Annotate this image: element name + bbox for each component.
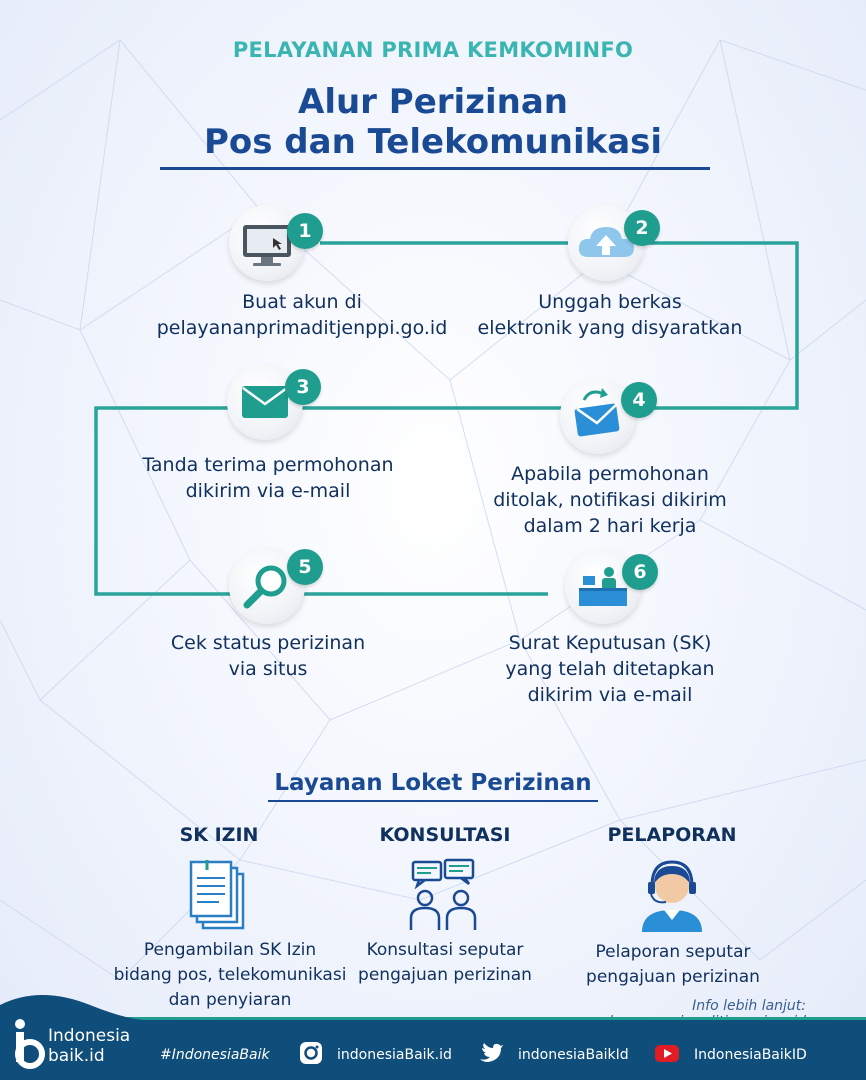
brand-line2: baik.id xyxy=(48,1046,105,1066)
loket-pelaporan-line1: Pelaporan seputar xyxy=(595,942,751,962)
step-4-text xyxy=(450,461,770,539)
footer-instagram-handle[interactable]: indonesiaBaik.id xyxy=(337,1047,452,1063)
step-4-line2: ditolak, notifikasi dikirim xyxy=(493,489,727,511)
step-4-number: 4 xyxy=(621,382,657,418)
step-1-line2: pelayananprimaditjenppi.go.id xyxy=(156,317,448,339)
loket-sk-izin-line1: Pengambilan SK Izin xyxy=(143,940,317,960)
step-6-line3: dikirim via e-mail xyxy=(527,684,693,706)
step-5-number: 5 xyxy=(287,549,323,585)
consultation-icon xyxy=(403,856,483,936)
loket-text-pelaporan xyxy=(558,940,788,990)
loket-sk-izin-line3: dan penyiaran xyxy=(168,990,292,1010)
loket-heading-konsultasi: KONSULTASI xyxy=(379,824,511,846)
step-1-number: 1 xyxy=(287,213,323,249)
twitter-icon[interactable] xyxy=(477,1040,503,1066)
step-1-text xyxy=(112,289,492,341)
loket-konsultasi-line1: Konsultasi seputar xyxy=(366,940,524,960)
step-4-line1: Apabila permohonan xyxy=(511,463,709,485)
loket-title: Layanan Loket Perizinan xyxy=(274,770,592,796)
step-3-number: 3 xyxy=(285,369,321,405)
loket-konsultasi-line2: pengajuan perizinan xyxy=(358,965,532,985)
step-5-line2: via situs xyxy=(228,658,308,680)
step-2-number: 2 xyxy=(624,210,660,246)
step-3-text xyxy=(118,452,418,504)
loket-heading-pelaporan: PELAPORAN xyxy=(607,824,737,846)
header-kicker: PELAYANAN PRIMA KEMKOMINFO xyxy=(232,38,634,62)
page-title-line2: Pos dan Telekomunikasi xyxy=(203,122,663,162)
loket-sk-izin-line2: bidang pos, telekomunikasi xyxy=(113,965,347,985)
youtube-icon[interactable] xyxy=(654,1040,680,1066)
step-3-line2: dikirim via e-mail xyxy=(185,480,351,502)
brand-line1: Indonesia xyxy=(48,1026,131,1046)
page-title-line1: Alur Perizinan xyxy=(298,82,568,122)
step-6-line1: Surat Keputusan (SK) xyxy=(508,632,712,654)
brand-name xyxy=(48,1026,130,1066)
step-3-line1: Tanda terima permohonan xyxy=(142,454,394,476)
loket-text-konsultasi xyxy=(330,938,560,988)
footer-hashtag[interactable]: #IndonesiaBaik xyxy=(160,1047,270,1063)
step-5-line1: Cek status perizinan xyxy=(170,632,366,654)
step-2-line2: elektronik yang disyaratkan xyxy=(477,317,743,339)
step-6-number: 6 xyxy=(622,554,658,590)
loket-title-underline xyxy=(268,800,598,802)
step-2-line1: Unggah berkas xyxy=(538,291,682,313)
loket-pelaporan-line2: pengajuan perizinan xyxy=(586,967,760,987)
step-4-line3: dalam 2 hari kerja xyxy=(523,515,697,537)
step-2-text xyxy=(440,289,780,341)
instagram-icon[interactable] xyxy=(298,1040,324,1066)
footer-twitter-handle[interactable]: indonesiaBaikId xyxy=(518,1047,629,1063)
step-6-line2: yang telah ditetapkan xyxy=(505,658,715,680)
footer-youtube-handle[interactable]: IndonesiaBaikID xyxy=(694,1047,807,1063)
info-link-text[interactable]: Info lebih lanjut: xyxy=(692,998,806,1014)
document-stack-icon xyxy=(185,858,255,934)
step-6-text xyxy=(450,630,770,708)
step-5-text xyxy=(118,630,418,682)
headset-operator-icon xyxy=(634,854,710,934)
brand-logo-icon xyxy=(8,1016,48,1074)
step-1-line1: Buat akun di xyxy=(242,291,362,313)
loket-heading-sk-izin: SK IZIN xyxy=(179,824,259,846)
